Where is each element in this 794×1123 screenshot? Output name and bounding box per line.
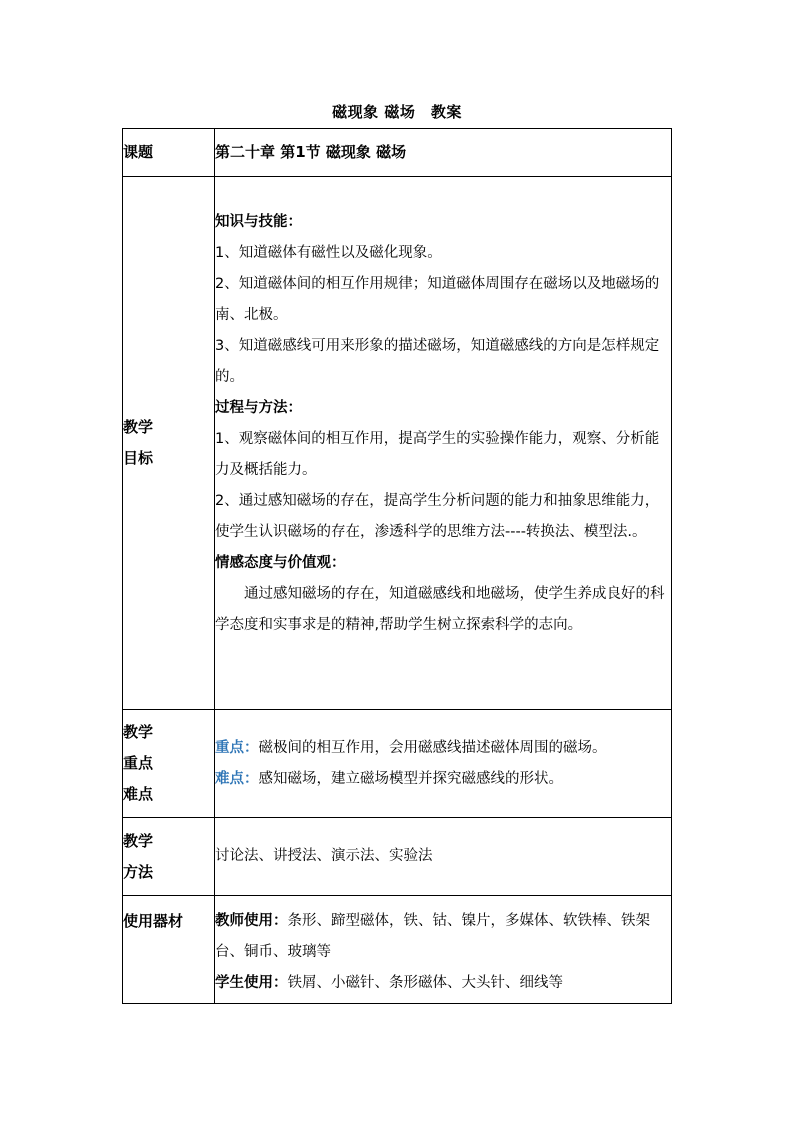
process-item: 1、观察磁体间的相互作用，提高学生的实验操作能力，观察、分析能力及概括能力。 [215,431,660,478]
attitude-text: 通过感知磁场的存在，知道磁感线和地磁场，使学生养成良好的科学态度和实事求是的精神,帮助学生树立探索科学的志向。 [215,586,665,633]
table-row-objectives [123,177,672,710]
label-objectives-line2: 目标 [123,449,154,467]
label-key-line1: 教学 [123,723,154,741]
knowledge-heading: 知识与技能： [215,214,302,230]
student-equipment-text: 铁屑、小磁针、条形磁体、大头针、细线等 [287,975,563,991]
label-methods-line2: 方法 [123,862,154,881]
knowledge-item: 1、知道磁体有磁性以及磁化现象。 [215,245,442,261]
table-row-topic [123,129,672,177]
methods-value: 讨论法、讲授法、演示法、实验法 [215,818,672,896]
student-equipment-label: 学生使用： [215,975,288,991]
knowledge-item: 3、知道磁感线可用来形象的描述磁场，知道磁感线的方向是怎样规定的。 [215,338,660,385]
teacher-equipment-label: 教师使用： [215,913,288,929]
label-key-line2: 重点 [123,754,154,772]
attitude-heading: 情感态度与价值观： [215,555,346,571]
table-row-methods [123,818,672,896]
label-methods [123,818,215,896]
label-methods-line1: 教学 [123,831,154,850]
equipment-content [215,896,672,1004]
process-item: 2、通过感知磁场的存在，提高学生分析问题的能力和抽象思维能力，使学生认识磁场的存在，渗透科学的思维方法----转换法、模型法.。 [215,493,660,540]
key-points-content [215,710,672,818]
topic-value: 第二十章 第1节 磁现象 磁场 [215,129,672,177]
difficulty-label: 难点： [215,770,259,787]
document-title: 磁现象 磁场 教案 [332,103,462,121]
knowledge-item: 2、知道磁体间的相互作用规律；知道磁体周围存在磁场以及地磁场的南、北极。 [215,276,660,323]
label-key-points [123,710,215,818]
difficulty-line [215,764,671,795]
table-row-equipment [123,896,672,1004]
objectives-content [215,177,672,710]
label-objectives-line1: 教学 [123,418,154,436]
key-point-label: 重点： [215,739,259,756]
student-equipment-line [215,968,671,999]
label-objectives [123,177,215,710]
label-key-line3: 难点 [123,785,154,803]
process-heading: 过程与方法： [215,400,302,416]
difficulty-text: 感知磁场，建立磁场模型并探究磁感线的形状。 [258,770,563,787]
label-topic: 课题 [123,129,215,177]
label-equipment: 使用器材 [123,896,215,1004]
teacher-equipment-text: 条形、蹄型磁体，铁、钴、镍片，多媒体、软铁棒、铁架台、铜币、玻璃等 [215,913,650,960]
table-row-key-points [123,710,672,818]
teacher-equipment-line [215,906,671,968]
key-point-text: 磁极间的相互作用，会用磁感线描述磁体周围的磁场。 [258,739,607,756]
key-point-line [215,733,671,764]
lesson-plan-table [122,128,672,1004]
